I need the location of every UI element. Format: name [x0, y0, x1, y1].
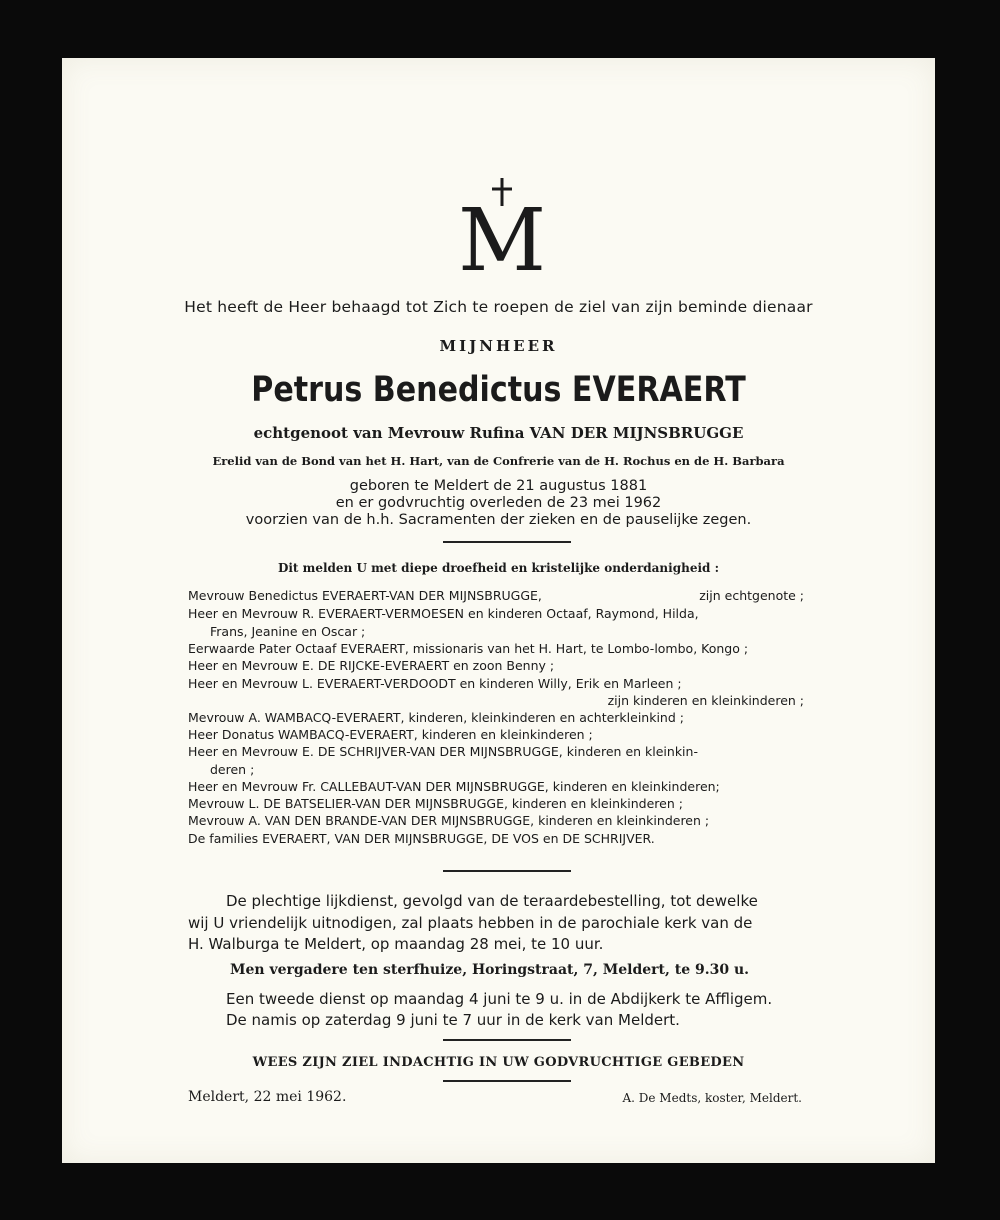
second-service-line: Een tweede dienst op maandag 4 juni te 9 u. in de Abdijkerk te Affligem.	[226, 990, 773, 1008]
service-line: H. Walburga te Meldert, op maandag 28 mei, te 10 uur.	[188, 935, 604, 953]
family-name: De families EVERAERT, VAN DER MIJNSBRUGGE, DE VOS en DE SCHRIJVER.	[188, 831, 655, 846]
honorary-membership: Erelid van de Bond van het H. Hart, van de Confrerie van de H. Rochus en de H. Barbara	[212, 454, 785, 468]
printer-signature: A. De Medts, koster, Meldert.	[622, 1091, 802, 1105]
birth-line: geboren te Meldert de 21 augustus 1881	[349, 478, 648, 494]
service-line: De plechtige lijkdienst, gevolgd van de teraardebestelling, tot dewelke	[226, 892, 758, 910]
intro-line: Het heeft de Heer behaagd tot Zich te roepen de ziel van zijn beminde dienaar	[184, 298, 813, 316]
namis-line: De namis op zaterdag 9 juni te 7 uur in de kerk van Meldert.	[226, 1011, 680, 1029]
prayer-request: WEES ZIJN ZIEL INDACHTIG IN UW GODVRUCHTIGE GEBEDEN	[252, 1055, 745, 1070]
place-date: Meldert, 22 mei 1962.	[188, 1089, 347, 1105]
family-name: Frans, Jeanine en Oscar ;	[210, 624, 366, 639]
family-name: Heer en Mevrouw E. DE SCHRIJVER-VAN DER MIJNSBRUGGE, kinderen en kleinkin-	[188, 744, 698, 759]
honorific-title: MIJNHEER	[439, 337, 558, 355]
family-name: Heer en Mevrouw Fr. CALLEBAUT-VAN DER MIJNSBRUGGE, kinderen en kleinkinderen;	[188, 779, 720, 794]
divider	[443, 1039, 571, 1041]
family-name: Eerwaarde Pater Octaaf EVERAERT, missionaris van het H. Hart, te Lombo-lombo, Kongo ;	[188, 641, 749, 656]
divider	[443, 541, 571, 543]
spouse-line: echtgenoot van Mevrouw Rufina VAN DER MIJNSBRUGGE	[253, 424, 744, 442]
family-name: Mevrouw A. VAN DEN BRANDE-VAN DER MIJNSBRUGGE, kinderen en kleinkinderen ;	[188, 813, 710, 828]
cross-monogram-icon	[452, 176, 552, 276]
death-notice-card	[62, 58, 935, 1163]
gathering-line: Men vergadere ten sterfhuize, Horingstraat, 7, Meldert, te 9.30 u.	[230, 962, 750, 978]
death-line: en er godvruchtig overleden de 23 mei 1962	[335, 495, 662, 511]
family-name: Mevrouw L. DE BATSELIER-VAN DER MIJNSBRUGGE, kinderen en kleinkinderen ;	[188, 796, 683, 811]
sacraments-line: voorzien van de h.h. Sacramenten der zieken en de pauselijke zegen.	[245, 512, 752, 528]
family-name: Mevrouw A. WAMBACQ-EVERAERT, kinderen, kleinkinderen en achterkleinkind ;	[188, 710, 684, 725]
family-name: Heer Donatus WAMBACQ-EVERAERT, kinderen en kleinkinderen ;	[188, 727, 593, 742]
monogram-letter: M	[457, 191, 547, 276]
family-name: Mevrouw Benedictus EVERAERT-VAN DER MIJNSBRUGGE,	[188, 588, 542, 603]
family-name: Heer en Mevrouw E. DE RIJCKE-EVERAERT en zoon Benny ;	[188, 658, 555, 673]
family-name: Heer en Mevrouw L. EVERAERT-VERDOODT en kinderen Willy, Erik en Marleen ;	[188, 676, 682, 691]
announcement-line: Dit melden U met diepe droefheid en kristelijke onderdanigheid :	[277, 561, 720, 575]
family-name: Heer en Mevrouw R. EVERAERT-VERMOESEN en kinderen Octaaf, Raymond, Hilda,	[188, 606, 699, 621]
service-line: wij U vriendelijk uitnodigen, zal plaats hebben in de parochiale kerk van de	[188, 914, 753, 932]
family-relation: zijn echtgenote ;	[699, 588, 804, 603]
divider	[443, 1080, 571, 1082]
family-relation: zijn kinderen en kleinkinderen ;	[607, 693, 804, 708]
divider	[443, 870, 571, 872]
family-name: deren ;	[210, 762, 255, 777]
deceased-name: Petrus Benedictus EVERAERT	[251, 370, 746, 410]
